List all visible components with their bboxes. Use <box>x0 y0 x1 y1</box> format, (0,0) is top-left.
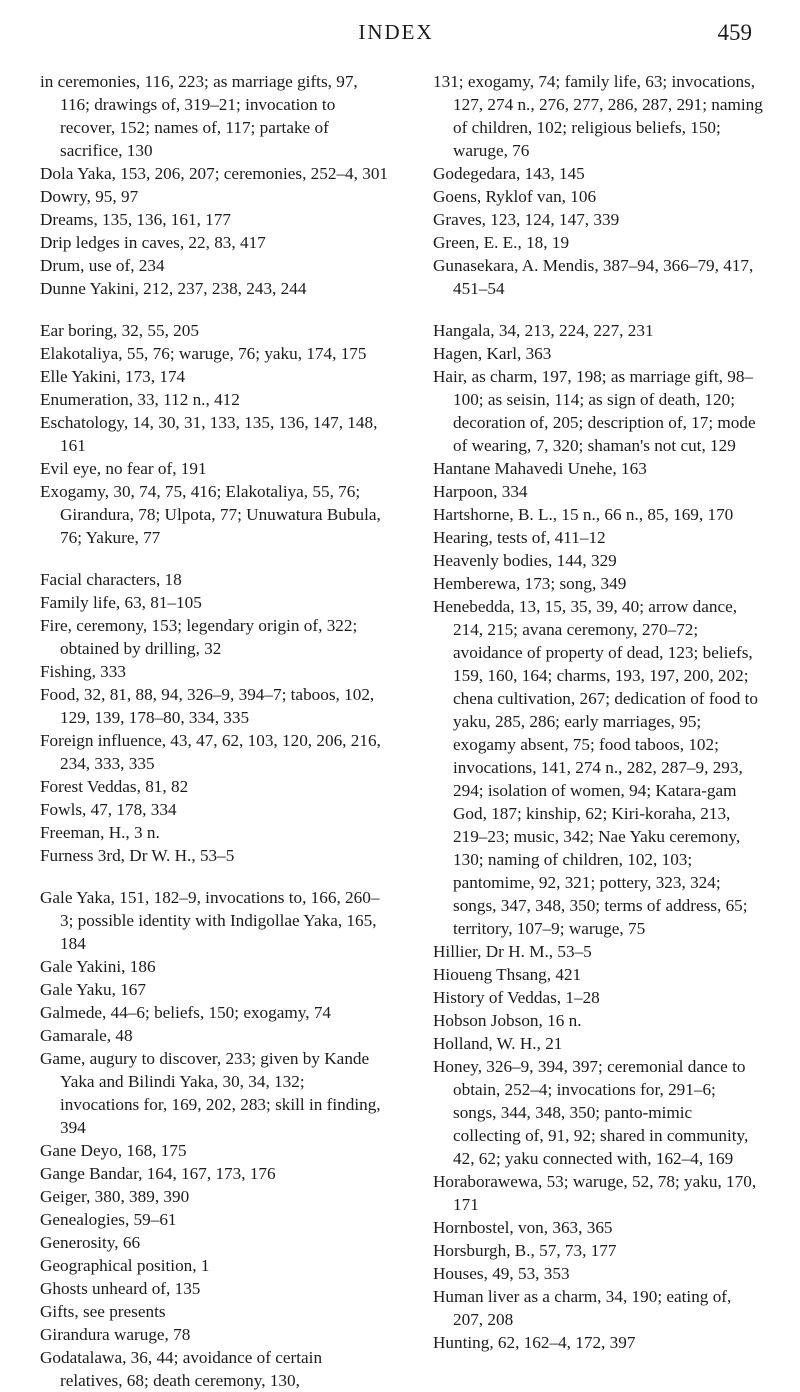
index-entry: Eschatology, 14, 30, 31, 133, 135, 136, 147, 148, 161 <box>40 413 378 455</box>
index-entry: Green, E. E., 18, 19 <box>433 233 570 252</box>
index-entry: Hobson Jobson, 16 n. <box>433 1011 582 1030</box>
index-entry: Hair, as charm, 197, 198; as marriage gift, 98–100; as seisin, 114; as sign of death, 120; decoration of, 205; description of, 17; mode of wearing, 7, 320; shaman's not cut, 129 <box>433 367 756 455</box>
index-entry: Facial characters, 18 <box>40 570 182 589</box>
index-entry: Gale Yaku, 167 <box>40 980 146 999</box>
index-entry: Hioueng Thsang, 421 <box>433 965 582 984</box>
index-entry: Hantane Mahavedi Unehe, 163 <box>433 459 647 478</box>
index-entry: Hornbostel, von, 363, 365 <box>433 1218 613 1237</box>
index-entry: Dola Yaka, 153, 206, 207; ceremonies, 252–4, 301 <box>40 164 389 183</box>
index-entry: Elle Yakini, 173, 174 <box>40 367 186 386</box>
index-entry: Drum, use of, 234 <box>40 256 165 275</box>
index-entry: Girandura waruge, 78 <box>40 1325 191 1344</box>
index-entry: Drip ledges in caves, 22, 83, 417 <box>40 233 266 252</box>
letter-group-gap <box>40 867 388 886</box>
index-entry: Holland, W. H., 21 <box>433 1034 563 1053</box>
index-entry: Goens, Ryklof van, 106 <box>433 187 597 206</box>
index-entry: Heavenly bodies, 144, 329 <box>433 551 617 570</box>
index-entry: in ceremonies, 116, 223; as marriage gifts, 97, 116; drawings of, 319–21; invocation to recover, 152; names of, 117; partake of sacrifice, 130 <box>40 72 358 160</box>
index-entry: Human liver as a charm, 34, 190; eating of, 207, 208 <box>433 1287 732 1329</box>
index-entry: Hearing, tests of, 411–12 <box>433 528 606 547</box>
index-entry: Fowls, 47, 178, 334 <box>40 800 177 819</box>
index-column-left <box>40 70 388 1392</box>
index-entry: Dreams, 135, 136, 161, 177 <box>40 210 231 229</box>
index-entry: Gamarale, 48 <box>40 1026 133 1045</box>
index-entry: Fire, ceremony, 153; legendary origin of, 322; obtained by drilling, 32 <box>40 616 358 658</box>
page-number: 459 <box>717 20 752 45</box>
index-entry: Horsburgh, B., 57, 73, 177 <box>433 1241 617 1260</box>
letter-group-gap <box>433 300 763 319</box>
index-entry: Godegedara, 143, 145 <box>433 164 585 183</box>
index-entry: Food, 32, 81, 88, 94, 326–9, 394–7; taboos, 102, 129, 139, 178–80, 334, 335 <box>40 685 375 727</box>
index-entry: Gifts, see presents <box>40 1302 166 1321</box>
index-entry: Foreign influence, 43, 47, 62, 103, 120, 206, 216, 234, 333, 335 <box>40 731 381 773</box>
index-entry: Furness 3rd, Dr W. H., 53–5 <box>40 846 235 865</box>
index-entry: Genealogies, 59–61 <box>40 1210 177 1229</box>
index-entry: History of Veddas, 1–28 <box>433 988 600 1007</box>
index-entry: Fishing, 333 <box>40 662 126 681</box>
index-entry: Ghosts unheard of, 135 <box>40 1279 201 1298</box>
index-entry: Exogamy, 30, 74, 75, 416; Elakotaliya, 55, 76; Girandura, 78; Ulpota, 77; Unuwatura Bubula, 76; Yakure, 77 <box>40 482 381 547</box>
index-entry: Dowry, 95, 97 <box>40 187 139 206</box>
index-entry: Hagen, Karl, 363 <box>433 344 552 363</box>
page-header <box>40 20 752 50</box>
index-entry: Gale Yaka, 151, 182–9, invocations to, 166, 260–3; possible identity with Indigollae Yaka, 165, 184 <box>40 888 380 953</box>
index-entry: 131; exogamy, 74; family life, 63; invocations, 127, 274 n., 276, 277, 286, 287, 291; naming of children, 102; religious beliefs, 150; waruge, 76 <box>433 72 763 160</box>
letter-group-gap <box>40 549 388 568</box>
index-entry: Dunne Yakini, 212, 237, 238, 243, 244 <box>40 279 307 298</box>
index-entry: Family life, 63, 81–105 <box>40 593 202 612</box>
index-entry: Generosity, 66 <box>40 1233 141 1252</box>
index-entry: Geographical position, 1 <box>40 1256 210 1275</box>
index-column-right <box>433 70 763 1354</box>
index-entry: Evil eye, no fear of, 191 <box>40 459 207 478</box>
index-entry: Hunting, 62, 162–4, 172, 397 <box>433 1333 636 1352</box>
index-entry: Hillier, Dr H. M., 53–5 <box>433 942 592 961</box>
index-entry: Gunasekara, A. Mendis, 387–94, 366–79, 417, 451–54 <box>433 256 754 298</box>
index-entry: Gange Bandar, 164, 167, 173, 176 <box>40 1164 276 1183</box>
index-entry: Ear boring, 32, 55, 205 <box>40 321 199 340</box>
index-entry: Houses, 49, 53, 353 <box>433 1264 570 1283</box>
index-entry: Hemberewa, 173; song, 349 <box>433 574 627 593</box>
index-entry: Horaborawewa, 53; waruge, 52, 78; yaku, 170, 171 <box>433 1172 757 1214</box>
index-entry: Freeman, H., 3 n. <box>40 823 160 842</box>
index-entry: Gane Deyo, 168, 175 <box>40 1141 187 1160</box>
index-entry: Forest Veddas, 81, 82 <box>40 777 189 796</box>
index-entry: Enumeration, 33, 112 n., 412 <box>40 390 240 409</box>
index-entry: Game, augury to discover, 233; given by Kande Yaka and Bilindi Yaka, 30, 34, 132; invocations for, 169, 202, 283; skill in finding, 394 <box>40 1049 381 1137</box>
page-title: INDEX <box>358 20 434 44</box>
index-entry: Elakotaliya, 55, 76; waruge, 76; yaku, 174, 175 <box>40 344 367 363</box>
letter-group-gap <box>40 300 388 319</box>
index-entry: Hartshorne, B. L., 15 n., 66 n., 85, 169, 170 <box>433 505 734 524</box>
index-entry: Galmede, 44–6; beliefs, 150; exogamy, 74 <box>40 1003 332 1022</box>
index-entry: Godatalawa, 36, 44; avoidance of certain relatives, 68; death ceremony, 130, <box>40 1348 323 1390</box>
index-entry: Harpoon, 334 <box>433 482 528 501</box>
index-entry: Graves, 123, 124, 147, 339 <box>433 210 620 229</box>
index-entry: Gale Yakini, 186 <box>40 957 156 976</box>
index-entry: Geiger, 380, 389, 390 <box>40 1187 190 1206</box>
index-entry: Honey, 326–9, 394, 397; ceremonial dance to obtain, 252–4; invocations for, 291–6; songs, 344, 348, 350; panto-mimic collecting of, 91, 92; shared in community, 42, 62; yaku connected with, 162–4, 169 <box>433 1057 749 1168</box>
index-entry: Hangala, 34, 213, 224, 227, 231 <box>433 321 654 340</box>
index-entry: Henebedda, 13, 15, 35, 39, 40; arrow dance, 214, 215; avana ceremony, 270–72; avoidance of property of dead, 123; beliefs, 159, 160, 164; charms, 193, 197, 200, 202; chena cultivation, 267; dedication of food to yaku, 285, 286; early marriages, 95; exogamy absent, 75; food taboos, 102; invocations, 141, 274 n., 282, 287–9, 293, 294; isolation of women, 94; Katara-gam God, 187; kinship, 62; Kiri-koraha, 213, 219–23; music, 342; Nae Yaku ceremony, 130; naming of children, 102, 103; pantomime, 92, 321; pottery, 323, 324; songs, 347, 348, 350; terms of address, 65; territory, 107–9; waruge, 75 <box>433 597 758 938</box>
